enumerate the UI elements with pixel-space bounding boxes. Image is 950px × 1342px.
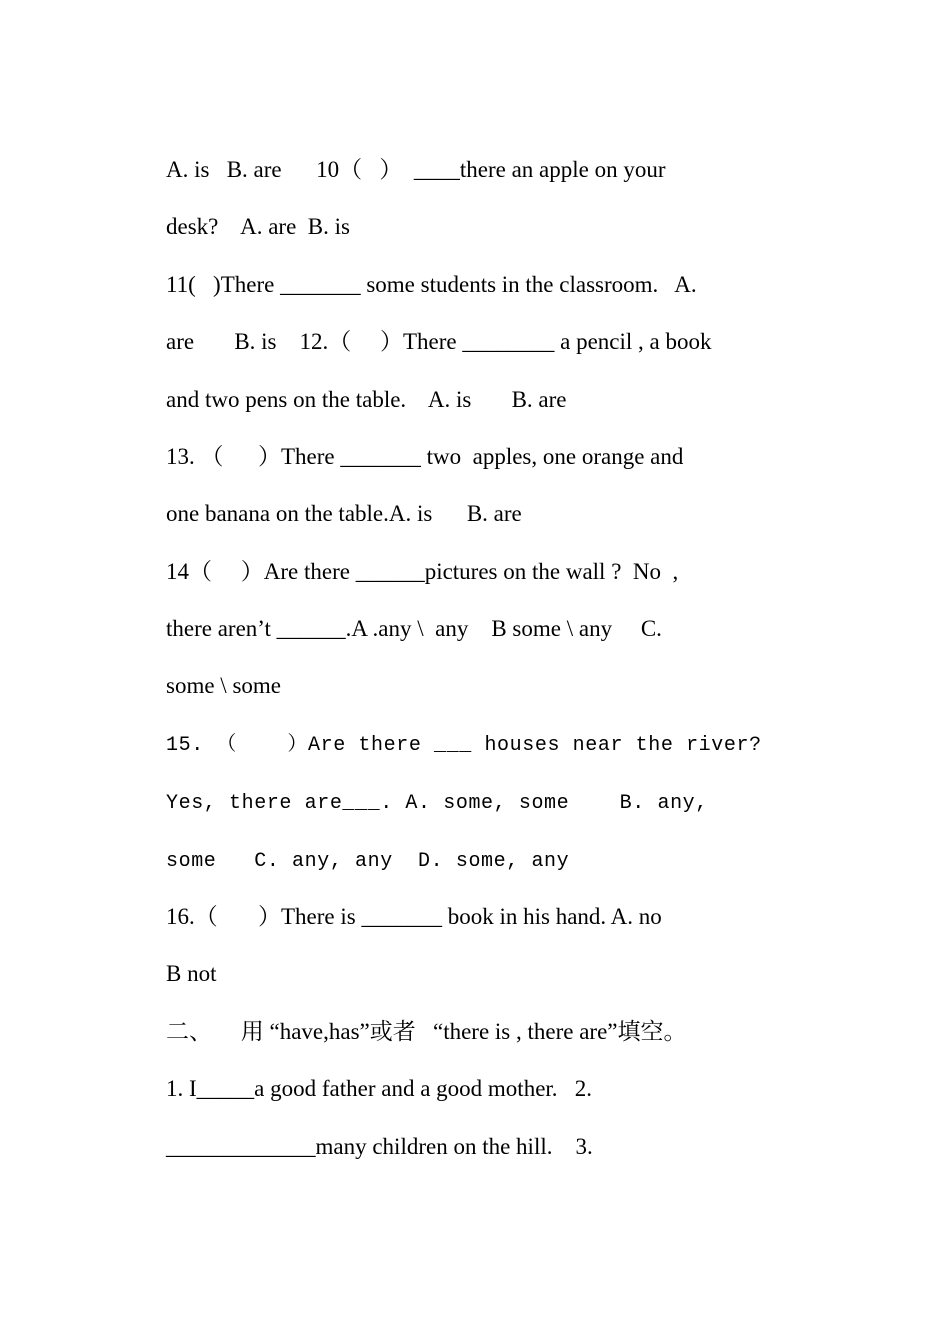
text-line-q9-options-q10: A. is B. are 10（ ） ____there an apple on your [166, 157, 666, 182]
text-line-q14-options: there aren’t ______.A .any \ any B some \ any C. [166, 616, 662, 641]
text-line-q10-options: desk? A. are B. is [166, 214, 350, 239]
text-line-q15-options: Yes, there are___. A. some, some B. any, [166, 792, 708, 815]
text-line-q12-options: and two pens on the table. A. is B. are [166, 387, 567, 412]
text-line-q13: 13. （ ）There _______ two apples, one orange and [166, 444, 684, 469]
text-line-q11: 11( )There _______ some students in the classroom. A. [166, 272, 697, 297]
text-line-q14-option-c: some \ some [166, 673, 281, 698]
section-heading-2: 二、 用 “have,has”或者 “there is , there are”填空。 [166, 1019, 687, 1044]
text-line-q13-options: one banana on the table.A. is B. are [166, 501, 522, 526]
text-line-q14: 14（ ）Are there ______pictures on the wall ? No , [166, 559, 679, 584]
text-line-q15-options-cont: some C. any, any D. some, any [166, 850, 570, 873]
text-line-q15: 15. （ ）Are there ___ houses near the river? [166, 734, 762, 757]
text-line-section2-q2: _____________many children on the hill. 3. [166, 1134, 593, 1159]
text-line-q16-option-b: B not [166, 961, 217, 986]
text-line-q11-options-q12: are B. is 12.（ ）There ________ a pencil , a book [166, 329, 712, 354]
text-line-section2-q1: 1. I_____a good father and a good mother. 2. [166, 1076, 593, 1101]
text-line-q16: 16.（ ）There is _______ book in his hand. A. no [166, 904, 662, 929]
